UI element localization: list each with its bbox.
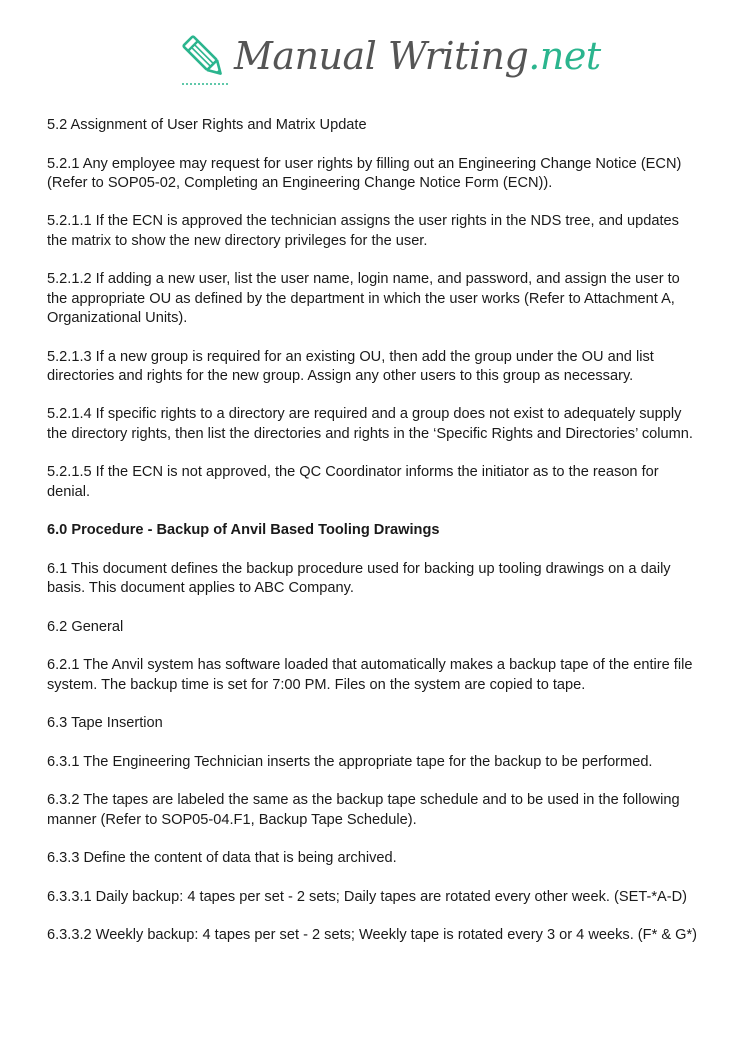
section-heading-bold: 6.0 Procedure - Backup of Anvil Based Tooling Drawings — [47, 522, 440, 539]
section-heading: 6.3 Tape Insertion — [47, 715, 163, 732]
paragraph: 5.2.1.3 If a new group is required for an existing OU, then add the group under the OU and list directories and rights for the new group. Assign any other users to this group as necessary. — [47, 348, 654, 384]
pencil-icon — [178, 28, 232, 88]
section-heading: 6.2 General — [47, 618, 124, 635]
paragraph: 6.3.3.1 Daily backup: 4 tapes per set - 2 sets; Daily tapes are rotated every other week. (SET-*A-D) — [47, 888, 687, 905]
paragraph: 6.1 This document defines the backup procedure used for backing up tooling drawings on a daily basis. This document applies to ABC Company. — [47, 560, 671, 597]
logo-tld: .net — [528, 34, 601, 78]
paragraph: 5.2.1.4 If specific rights to a directory are required and a group does not exist to adequately supply the directory rights, then list the directories and rights in the ‘Specific Rights and Directories’ column. — [47, 406, 693, 442]
document-body — [47, 116, 697, 965]
paragraph: 5.2.1 Any employee may request for user rights by filling out an Engineering Change Notice (ECN) (Refer to SOP05-02, Completing an Engineering Change Notice Form (ECN)). — [47, 155, 682, 191]
logo-text — [234, 34, 601, 78]
logo-brand: Manual Writing — [234, 34, 529, 78]
paragraph: 6.3.1 The Engineering Technician inserts the appropriate tape for the backup to be performed. — [47, 753, 653, 770]
paragraph: 6.3.3 Define the content of data that is being archived. — [47, 850, 397, 867]
paragraph: 5.2.1.1 If the ECN is approved the technician assigns the user rights in the NDS tree, and updates the matrix to show the new directory privileges for the user. — [47, 213, 679, 249]
site-logo[interactable] — [178, 28, 601, 92]
site-header — [0, 22, 736, 94]
paragraph: 6.2.1 The Anvil system has software loaded that automatically makes a backup tape of the entire file system. The backup time is set for 7:00 PM. Files on the system are copied to tape. — [47, 657, 693, 693]
paragraph: 6.3.2 The tapes are labeled the same as the backup tape schedule and to be used in the following manner (Refer to SOP05-04.F1, Backup Tape Schedule). — [47, 792, 680, 828]
section-heading: 5.2 Assignment of User Rights and Matrix Update — [47, 117, 367, 133]
paragraph: 5.2.1.2 If adding a new user, list the user name, login name, and password, and assign the user to the appropriate OU as defined by the department in which the user works (Refer to Attachment A, Organizational Units). — [47, 271, 680, 326]
paragraph: 5.2.1.5 If the ECN is not approved, the QC Coordinator informs the initiator as to the reason for denial. — [47, 464, 659, 500]
paragraph: 6.3.3.2 Weekly backup: 4 tapes per set - 2 sets; Weekly tape is rotated every 3 or 4 weeks. (F* & G*) — [47, 927, 697, 944]
